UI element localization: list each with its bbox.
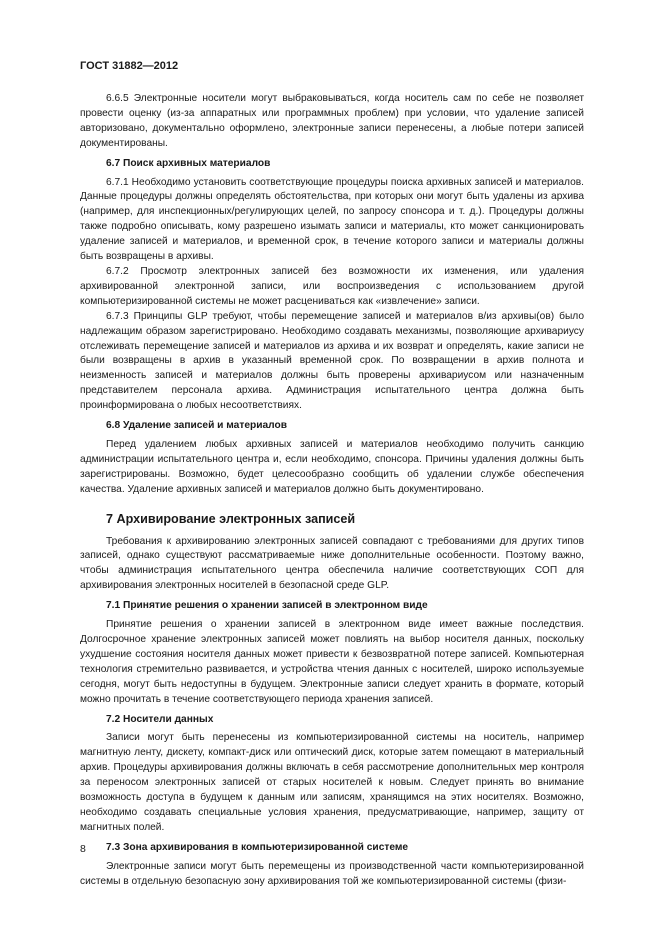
heading-6-8: 6.8 Удаление записей и материалов <box>106 420 287 432</box>
paragraph-6-8: Перед удалением любых архивных записей и материалов необходимо получить санкцию администрации испытательного центра и, если необходимо, спонсора. Причины удаления должны быть зарегистрированы. Возможно, будет целесообразно сообщить об удалении службе обеспечения качества. Удаление архивных записей и материалов должно быть документировано. <box>80 438 584 495</box>
paragraph-7: Требования к архивированию электронных записей совпадают с требованиями для других типов записей, однако существуют рассматриваемые ниже дополнительные особенности. Поэтому важно, чтобы администрация испытательного центра обеспечила наличие соответствующих СОП для архивирования электронных носителей в безопасной среде GLP. <box>80 535 584 592</box>
heading-7-2: 7.2 Носители данных <box>106 713 214 725</box>
paragraph-6-7-2: 6.7.2 Просмотр электронных записей без возможности их изменения, или удаления архивированной электронной записи, или воспроизведения с использованием другой компьютеризированной системы не может расцениваться как «извлечение» записи. <box>80 265 584 307</box>
paragraph-7-2: Записи могут быть перенесены из компьютеризированной системы на носитель, например магнитную ленту, дискету, компакт-диск или оптический диск, которые затем помещают в материальный архив. Процедуры архивирования должны включать в себя рассмотрение дополнительных мер контроля за переносом электронных записей от старых носителей к новым. Следует принять во внимание возможность доступа в будущем к данным или записям, хранящимся на этих носителях. Возможно, необходимо создавать специальные условия хранения, предусматривающие, например, защиту от магнитных полей. <box>80 732 584 833</box>
heading-6-7: 6.7 Поиск архивных материалов <box>106 157 271 169</box>
page-number: 8 <box>80 843 86 855</box>
paragraph-6-6-5: 6.6.5 Электронные носители могут выбраковываться, когда носитель сам по себе не позволяет провести оценку (из-за аппаратных или программных проблем) при условии, что удаление записей авторизовано, документально оформлено, электронные записи перенесены, а любые потери записей документированы. <box>80 93 584 149</box>
heading-7-3: 7.3 Зона архивирования в компьютеризированной системе <box>106 841 409 853</box>
paragraph-7-1: Принятие решения о хранении записей в электронном виде имеет важные последствия. Долгосрочное хранение электронных записей может повлиять на выбор носителя данных, поскольку ухудшение состояния носителя данных может привести к безвозвратной потере записей. Компьютерная технология стремительно развивается, и устройства чтения данных с носителей, широко используемые сегодня, могут быть недоступны в будущем. Электронные записи следует хранить в формате, который можно прочитать в течение соответствующего периода хранения записей. <box>80 619 584 705</box>
paragraph-6-7-1: 6.7.1 Необходимо установить соответствующие процедуры поиска архивных записей и материалов. Данные процедуры должны определять обстоятельства, при которых они могут быть удалены из архива (например, для инспекционных/регулирующих целей, по запросу спонсора и т. д.). Процедуры должны также подробно описывать, кому разрешено изымать записи и материалы, кто может санкционировать удаление записей и материалов, и временной срок, в течение которого записи и материалы должны быть возвращены в архивы. <box>80 176 584 263</box>
paragraph-7-3: Электронные записи могут быть перемещены из производственной части компьютеризированной системы в отдельную безопасную зону архивирования той же компьютеризированной системы (физи- <box>80 860 584 887</box>
standard-header: ГОСТ 31882—2012 <box>80 60 179 72</box>
paragraph-6-7-3: 6.7.3 Принципы GLP требуют, чтобы перемещение записей и материалов в/из архивы(ов) было надлежащим образом зарегистрировано. Необходимо создавать механизмы, позволяющие архивариусу отслеживать перемещение записей и материалов из архива и их возврат и определять, какие записи не были возвращены в архив в указанный временной срок. По возвращении в архив полнота и неизменность записей и материалов должны быть проверены архивариусом или назначенным представителем персонала архива. Администрация испытательного центра должна быть проинформирована о любых несоответствиях. <box>80 310 584 412</box>
heading-7: 7 Архивирование электронных записей <box>106 511 356 526</box>
page-body <box>80 92 584 890</box>
heading-7-1: 7.1 Принятие решения о хранении записей в электронном виде <box>106 600 428 612</box>
